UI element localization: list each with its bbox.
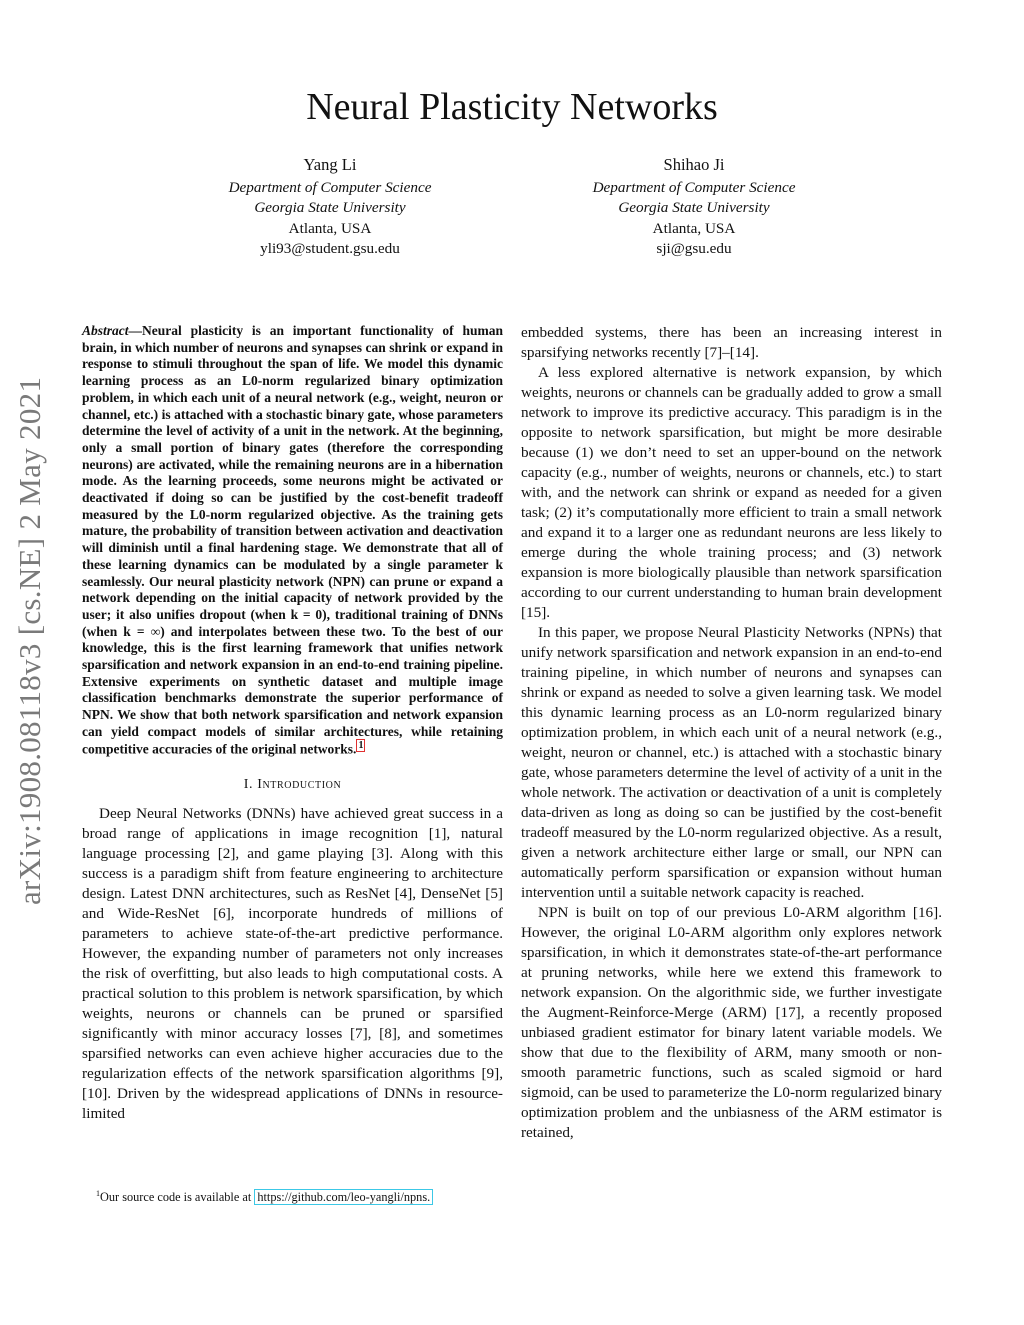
author-university: Georgia State University xyxy=(618,199,770,216)
body-paragraph: In this paper, we propose Neural Plasticity Networks (NPNs) that unify network sparsification and network expansion in an end-to-end training pipeline, in which number of neurons and synapses can shrink or expand as needed to solve a given learning task. We model this dynamic learning process as an L0-norm regularized binary optimization problem, in which each unit of a neural network (e.g., weight, neuron or channel, etc.) is attached with a stochastic binary gate, whose parameters determine the level of activity of a unit in the whole network. The activation or deactivation of a unit is completely data-driven as long as doing so can be justified by the cost-benefit tradeoff measured by the L0-norm regularized objective. As a result, given a network architecture either large or small, our NPN can automatically perform sparsification or expansion without human intervention until a suitable network capacity is reached. xyxy=(521,624,942,901)
section-title: Introduction xyxy=(257,776,342,792)
author-block-1 xyxy=(180,155,480,260)
footnote xyxy=(82,1186,503,1205)
paper-title: Neural Plasticity Networks xyxy=(306,86,718,128)
right-column xyxy=(521,323,942,1143)
abstract-body: —Neural plasticity is an important functionality of human brain, in which number of neurons and synapses can shrink or expand in response to stimuli throughout the span of life. We model this dynamic learning process as an L0-norm regularized binary optimization problem, in which each unit of a neural network (e.g., weight, neuron or channel, etc.) is attached with a stochastic binary gate, whose parameters determine the level of activity of a unit in the network. At the beginning, only a small portion of binary gates (therefore the corresponding neurons) are activated, while the remaining neurons are in a hibernation mode. As the learning proceeds, some neurons might be activated or deactivated if doing so can be justified by the cost-benefit tradeoff measured by the L0-norm regularized objective. As the training gets mature, the probability of transition between activation and deactivation will diminish until a final hardening stage. We demonstrate that all of these learning dynamics can be modulated by a single parameter k seamlessly. Our neural plasticity network (NPN) can prune or expand a network depending on the initial capacity of network provided by the user; it also unifies dropout (when k = 0), traditional training of DNNs (when k = ∞) and interpolates between these two. To the best of our knowledge, this is the first learning framework that unifies network sparsification and network expansion in an end-to-end training pipeline. Extensive experiments on synthetic dataset and multiple image classification benchmarks demonstrate the superior performance of NPN. We show that both network sparsification and network expansion can yield compact models of similar architectures, while retaining competitive accuracies of the original networks. xyxy=(82,323,503,757)
arxiv-side-stamp[interactable]: arXiv:1908.08118v3 [cs.NE] 2 May 2021 xyxy=(12,376,47,905)
author-university: Georgia State University xyxy=(254,199,406,216)
source-code-link[interactable]: https://github.com/leo-yangli/npns. xyxy=(254,1189,433,1205)
abstract xyxy=(82,323,503,758)
author-email[interactable]: yli93@student.gsu.edu xyxy=(260,240,400,257)
footnote-text: Our source code is available at xyxy=(100,1190,252,1205)
footnote-number: 1 xyxy=(96,1189,100,1198)
author-name: Yang Li xyxy=(303,155,357,174)
intro-paragraph: Deep Neural Networks (DNNs) have achieved great success in a broad range of applications in image recognition [1], natural language processing [2], and game playing [3]. Along with this success is a paradigm shift from feature engineering to architecture design. Latest DNN architectures, such as ResNet [4], DenseNet [5] and Wide-ResNet [6], incorporate hundreds of millions of parameters to achieve state-of-the-art predictive performance. However, the expanding number of parameters not only increases the risk of overfitting, but also leads to high computational costs. A practical solution to this problem is network sparsification, by which weights, neurons or channels can be pruned or sparsified significantly with minor accuracy losses [7], [8], and sometimes sparsified networks can even achieve higher accuracies due to the regularization effects of the network sparsification algorithms [9], [10]. Driven by the widespread applications of DNNs in resource-limited xyxy=(82,804,503,1122)
body-paragraph: embedded systems, there has been an increasing interest in sparsifying networks recently [7]–[14]. xyxy=(521,324,942,361)
abstract-label: Abstract xyxy=(82,323,129,338)
author-location: Atlanta, USA xyxy=(652,219,736,237)
section-number: I. xyxy=(243,776,254,792)
body-paragraph: NPN is built on top of our previous L0-ARM algorithm [16]. However, the original L0-ARM algorithm only explores network sparsification, in which it demonstrates state-of-the-art performance at pruning networks, while here we extend this framework to network expansion. On the algorithmic side, we further investigate the Augment-Reinforce-Merge (ARM) [17], a recently proposed unbiased gradient estimator for binary latent variable models. We show that due to the flexibility of ARM, many smooth or non-smooth parametric functions, such as scaled sigmoid or hard sigmoid, can be used to parameterize the L0-norm regularized binary optimization problem and the unbiasness of the ARM estimator is retained, xyxy=(521,904,942,1141)
body-paragraph: A less explored alternative is network expansion, by which weights, neurons or channels can be gradually added to grow a small network to improve its predictive accuracy. This paradigm is in the opposite to network sparsification, but might be more desirable because (1) we don’t need to set an upper-bound on the network capacity (e.g., number of weights, neurons or channels, etc.) to start with, and the network can shrink or expand as needed for a given task; (2) it’s computationally more efficient to train a small network and expand it to a larger one as redundant neurons are less likely to emerge during the whole training process; and (3) network expansion is more biologically plausible than network sparsification according to our current understanding to human brain development [15]. xyxy=(521,364,942,621)
footnote-mark-link[interactable]: 1 xyxy=(358,739,364,751)
author-department: Department of Computer Science xyxy=(592,178,796,196)
author-name: Shihao Ji xyxy=(663,155,725,174)
author-email[interactable]: sji@gsu.edu xyxy=(656,240,732,257)
section-heading xyxy=(82,775,503,795)
author-location: Atlanta, USA xyxy=(288,219,372,237)
left-column xyxy=(82,323,503,1124)
author-department: Department of Computer Science xyxy=(228,178,432,196)
author-block-2 xyxy=(544,155,844,260)
